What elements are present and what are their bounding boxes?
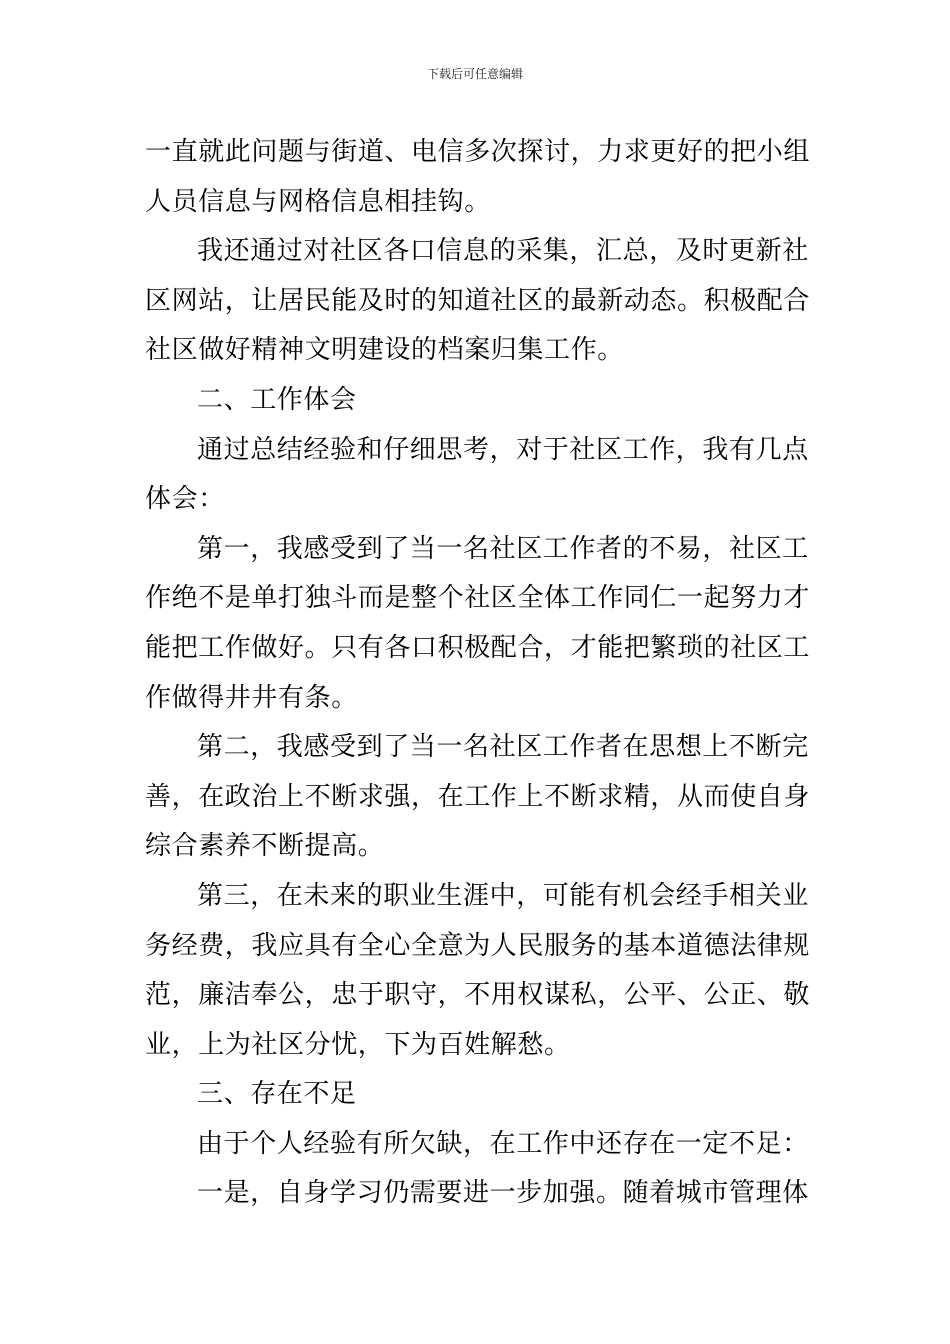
text-line: 善，在政治上不断求强，在工作上不断求精，从而使自身 (145, 781, 811, 812)
text-line: 人员信息与网格信息相挂钩。 (145, 186, 491, 217)
page-header: 下载后可任意编辑 (426, 67, 523, 81)
text-line: 体会： (145, 484, 225, 515)
text-line: 第二，我感受到了当一名社区工作者在思想上不断完 (197, 732, 809, 763)
text-line: 务经费，我应具有全心全意为人民服务的基本道德法律规 (145, 930, 811, 961)
text-line: 业，上为社区分忧，下为百姓解愁。 (145, 1029, 571, 1060)
text-line: 第三，在未来的职业生涯中，可能有机会经手相关业 (197, 880, 809, 911)
text-line: 二、工作体会 (197, 384, 357, 415)
text-line: 能把工作做好。只有各口积极配合，才能把繁琐的社区工 (145, 632, 811, 663)
text-line: 作绝不是单打独斗而是整个社区全体工作同仁一起努力才 (145, 583, 811, 614)
text-line: 综合素养不断提高。 (145, 831, 385, 862)
text-line: 第一，我感受到了当一名社区工作者的不易，社区工 (197, 533, 809, 564)
text-line: 三、存在不足 (197, 1079, 357, 1110)
text-line: 社区做好精神文明建设的档案归集工作。 (145, 335, 624, 366)
text-line: 由于个人经验有所欠缺，在工作中还存在一定不足： (197, 1128, 809, 1159)
text-line: 我还通过对社区各口信息的采集，汇总，及时更新社 (197, 236, 809, 267)
text-line: 作做得井井有条。 (145, 682, 358, 713)
text-line: 区网站，让居民能及时的知道社区的最新动态。积极配合 (145, 285, 811, 316)
text-line: 范，廉洁奉公，忠于职守，不用权谋私，公平、公正、敬 (145, 980, 811, 1011)
text-line: 一直就此问题与街道、电信多次探讨，力求更好的把小组 (145, 137, 811, 167)
document-body (145, 128, 811, 1219)
text-line: 通过总结经验和仔细思考，对于社区工作，我有几点 (197, 434, 809, 465)
text-line: 一是，自身学习仍需要进一步加强。随着城市管理体 (197, 1178, 809, 1209)
